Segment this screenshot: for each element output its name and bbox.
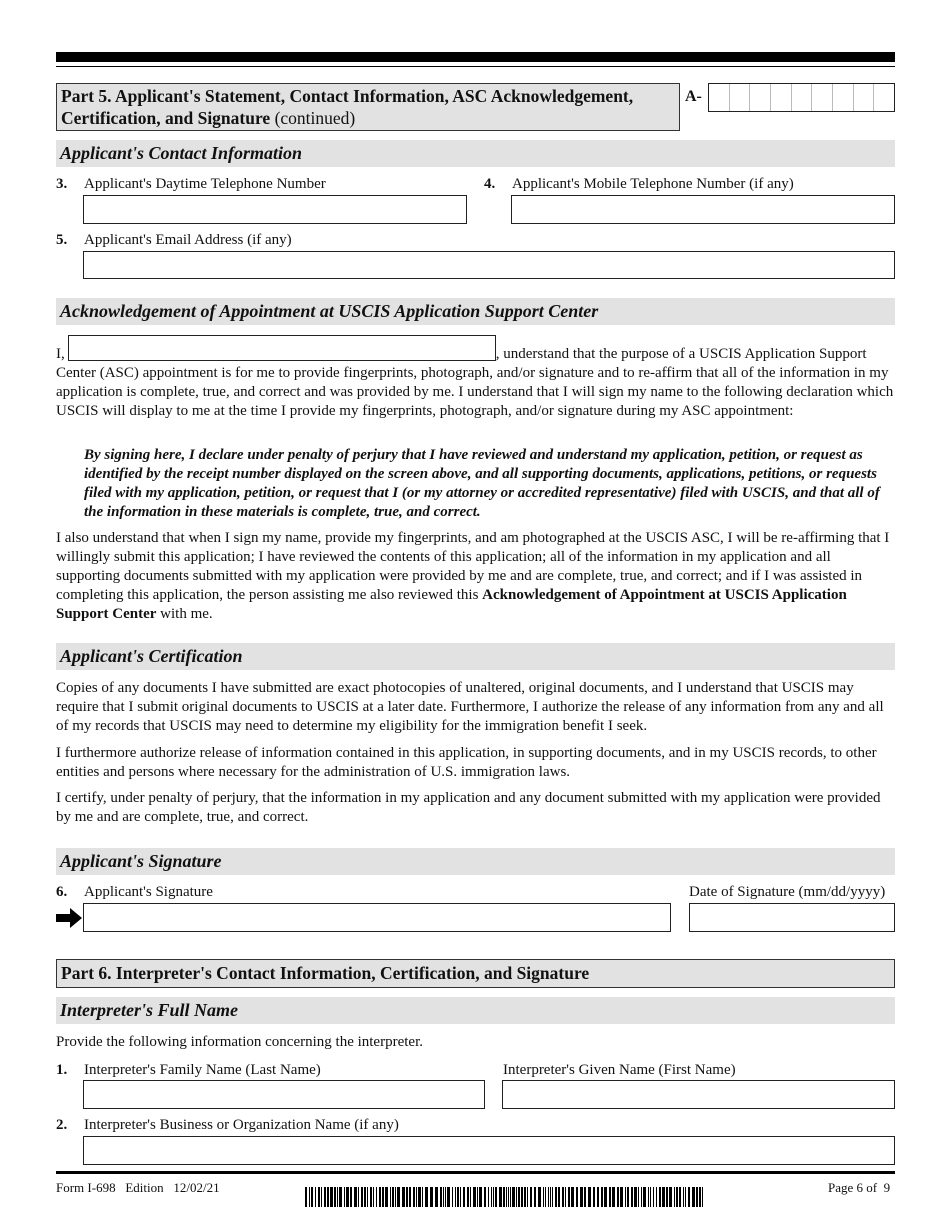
barcode-icon [305, 1187, 710, 1207]
q6-number: 6. [56, 884, 68, 900]
interpreter-business-input[interactable] [83, 1136, 895, 1165]
q4-label: Applicant's Mobile Telephone Number (if any) [512, 176, 794, 192]
part5-continued: (continued) [274, 108, 356, 128]
certification-p3: I certify, under penalty of perjury, that the information in my application and any document submitted with my application were provided by me and are complete, true, and correct. [56, 790, 881, 825]
signature-heading: Applicant's Signature [56, 848, 895, 875]
mobile-phone-input[interactable] [511, 195, 895, 224]
part6-header: Part 6. Interpreter's Contact Information, Certification, and Signature [56, 959, 895, 988]
footer-rule [56, 1171, 895, 1174]
q6-label: Applicant's Signature [84, 884, 213, 900]
date-of-signature-input[interactable] [689, 903, 895, 932]
interpreter-name-heading: Interpreter's Full Name [56, 997, 895, 1024]
right-arrow-icon [56, 908, 82, 928]
part5-header [56, 83, 680, 131]
top-rule-thin [56, 66, 895, 67]
footer-form-id: Form I-698 Edition 12/02/21 [56, 1180, 220, 1195]
ack-text: , understand that the purpose of a USCIS Application Support Center (ASC) appointment is for me to provide fingerprints, photograph, and/or signature and to re-affirm that all of the information in my application is complete, true, and correct and was provided by me. I understand that I will sign my name to the following declaration which USCIS will display to me at the time I provide my fingerprints, photograph, and/or signature during my ASC appointment: [56, 346, 894, 419]
part5-title: Part 5. Applicant's Statement, Contact Information, ASC Acknowledgement, Certification, and Signature [61, 86, 634, 128]
q3-number: 3. [56, 176, 68, 192]
interpreter-family-name-input[interactable] [83, 1080, 485, 1109]
interpreter-given-name-input[interactable] [502, 1080, 895, 1109]
q5-number: 5. [56, 232, 68, 248]
contact-heading: Applicant's Contact Information [56, 140, 895, 167]
top-rule-thick [56, 52, 895, 62]
ack-paragraph-2 [56, 529, 896, 624]
ack-para2-bold: Acknowledgement of Appointment at USCIS Application Support Center [56, 587, 847, 622]
email-input[interactable] [83, 251, 895, 279]
a-number-label: A- [685, 88, 702, 105]
interpreter-intro: Provide the following information concerning the interpreter. [56, 1034, 423, 1050]
ack-heading: Acknowledgement of Appointment at USCIS Application Support Center [56, 298, 895, 325]
footer-page-number: Page 6 of 9 [828, 1180, 891, 1195]
ack-para2-end: with me. [156, 606, 213, 622]
a-number-input[interactable] [708, 83, 895, 112]
signature-input[interactable] [83, 903, 671, 932]
ack-declaration: By signing here, I declare under penalty of perjury that I have reviewed and understand my application, petition, or request as identified by the receipt number displayed on the screen above, and all supporting documents, applications, petitions, or requests filed with my application, petition, or request that I (or my attorney or accredited representative) filed with USCIS, and that all of the information in these materials is complete, true, and correct. [84, 447, 880, 520]
date-of-signature-label: Date of Signature (mm/dd/yyyy) [689, 884, 886, 900]
q4-number: 4. [484, 176, 496, 192]
certification-p2: I furthermore authorize release of information contained in this application, in supporting documents, and in my USCIS records, to other entities and persons where necessary for the administration of U.S. immigration laws. [56, 745, 877, 780]
ack-para2-start: I also understand that when I sign my name, provide my fingerprints, and am photographed at the USCIS ASC, I will be re-affirming that I willingly submit this application; I have reviewed the contents of this application; all of the information in my application and all supporting documents submitted with my application were provided by me and are complete, true, and correct; and if I was assisted in completing this application, the person assisting me also reviewed this [56, 530, 890, 603]
p6-q2-number: 2. [56, 1117, 68, 1133]
interpreter-business-label: Interpreter's Business or Organization Name (if any) [84, 1117, 399, 1133]
interpreter-family-name-label: Interpreter's Family Name (Last Name) [84, 1062, 321, 1078]
certification-p1: Copies of any documents I have submitted are exact photocopies of unaltered, original documents, and I understand that USCIS may require that I submit original documents to USCIS at a later date. Furthermore, I authorize the release of any information from any and all of my records that USCIS may need to determine my eligibility for the immigration benefit I seek. [56, 680, 884, 734]
p6-q1-number: 1. [56, 1062, 68, 1078]
ack-i-label: I, [56, 346, 65, 362]
q5-label: Applicant's Email Address (if any) [84, 232, 292, 248]
daytime-phone-input[interactable] [83, 195, 467, 224]
q3-label: Applicant's Daytime Telephone Number [84, 176, 326, 192]
ack-paragraph [56, 335, 896, 421]
certification-heading: Applicant's Certification [56, 643, 895, 670]
interpreter-given-name-label: Interpreter's Given Name (First Name) [503, 1062, 736, 1078]
ack-name-input[interactable] [68, 335, 496, 361]
